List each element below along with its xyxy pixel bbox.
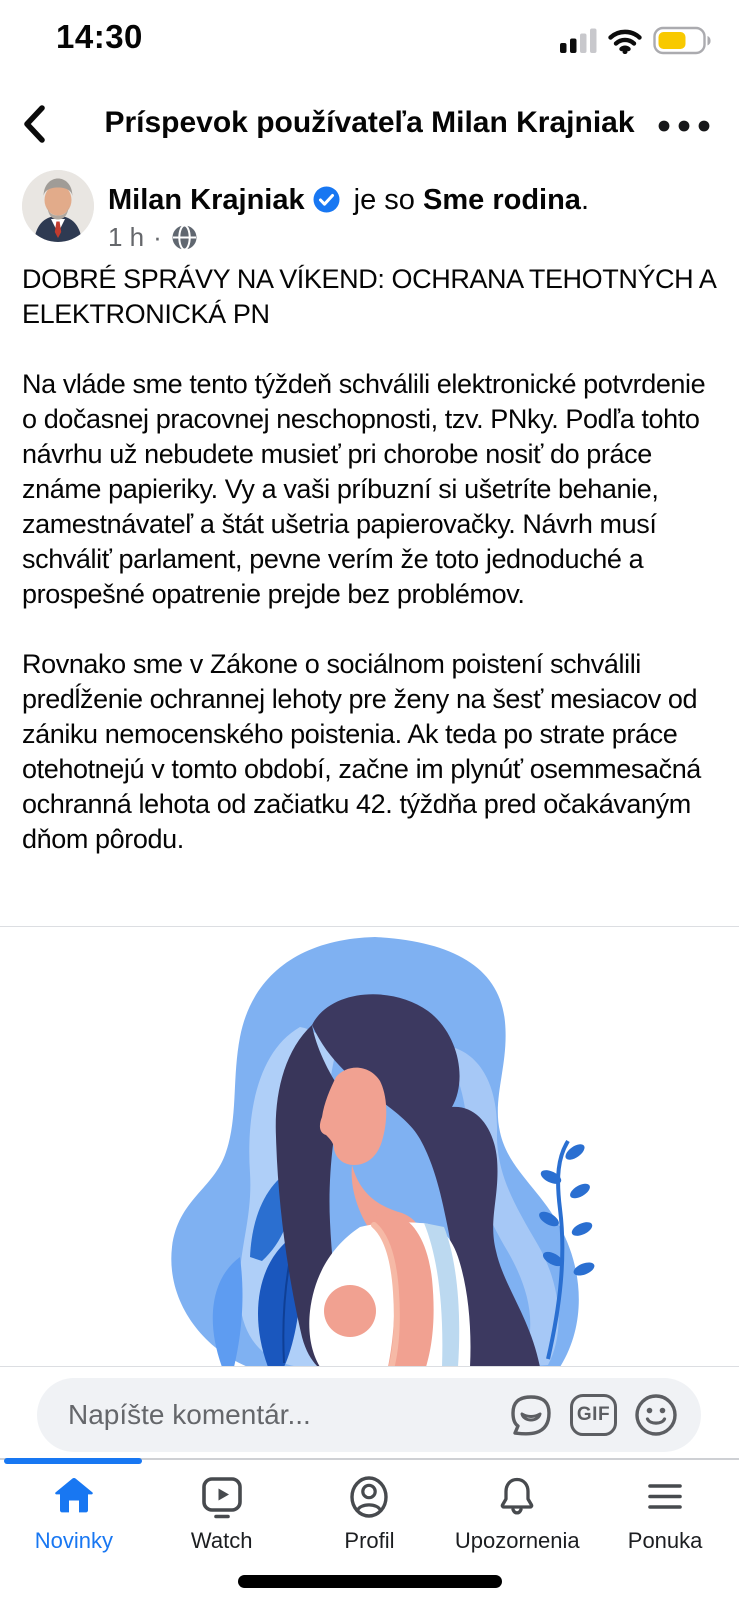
post-time: 1 h: [108, 222, 145, 252]
linked-page-name[interactable]: Sme rodina: [423, 184, 581, 216]
menu-icon: [640, 1473, 690, 1521]
globe-icon: [171, 224, 198, 251]
chevron-left-icon: [20, 104, 48, 144]
comment-actions: [507, 1391, 680, 1439]
active-tab-indicator: [4, 1458, 142, 1464]
more-options-button[interactable]: [657, 114, 711, 138]
post-paragraph: DOBRÉ SPRÁVY NA VÍKEND: OCHRANA TEHOTNÝCH A ELEKTRONICKÁ PN: [22, 264, 715, 329]
profile-photo: [22, 170, 94, 242]
pregnant-woman-illustration: [0, 927, 739, 1367]
post-paragraph: Rovnako sme v Zákone o sociálnom poistení schválili predĺženie ochrannej lehoty pre ženy na šesť mesiacov od zániku nemocenského poistenia. Ak teda po strate práce otehotnejú v tomto období, začne im plynúť osemmesačná ochranná lehota od začiatku 42. týždňa pred očakávaným dňom pôrodu.: [22, 649, 701, 854]
emoji-icon[interactable]: [632, 1391, 680, 1439]
avatar[interactable]: [22, 170, 94, 242]
clock: 14:30: [56, 18, 143, 55]
post-paragraph: Na vláde sme tento týždeň schválili elektronické potvrdenie o dočasnej pracovnej neschopnosti, tzv. PNky. Podľa tohto návrhu už nebudete musieť pri chorobe nosiť do práce známe papieriky. Vy a vaši príbuzní si ušetríte behanie, zamestnávateľ a štát ušetria papierovačky. Návrh musí schváliť parlament, pevne verím že toto jednoduché a prospešné opatrenie prejde bez problémov.: [22, 369, 706, 609]
verified-badge-icon: [313, 186, 340, 221]
post-image[interactable]: [0, 926, 739, 1367]
tab-label: Novinky: [34, 1528, 114, 1553]
comment-bar: [0, 1367, 739, 1458]
tab-label: Upozornenia: [454, 1528, 580, 1553]
byline-joiner: je so: [345, 184, 423, 216]
profile-icon: [344, 1473, 394, 1521]
home-icon: [49, 1473, 99, 1521]
tab-label: Profil: [344, 1528, 395, 1553]
wifi-icon: [608, 28, 642, 54]
back-button[interactable]: [20, 102, 54, 146]
post-byline: [108, 183, 589, 221]
comment-input[interactable]: [37, 1378, 701, 1452]
gif-icon[interactable]: [570, 1394, 617, 1436]
home-indicator[interactable]: [238, 1575, 502, 1588]
tab-label: Ponuka: [627, 1528, 703, 1553]
tab-news-feed[interactable]: [0, 1460, 148, 1600]
tab-menu[interactable]: [591, 1460, 739, 1600]
bell-icon: [492, 1473, 542, 1521]
post-meta: [108, 222, 198, 253]
author-name[interactable]: Milan Krajniak: [108, 184, 305, 216]
post-body: [22, 262, 723, 892]
comment-placeholder: Napíšte komentár...: [68, 1399, 311, 1430]
meta-separator: ·: [153, 222, 162, 252]
avatar-sticker-icon[interactable]: [507, 1391, 555, 1439]
battery-icon: [653, 26, 713, 55]
ellipsis-icon: [657, 119, 711, 133]
watch-icon: [197, 1473, 247, 1521]
status-icons: [560, 26, 713, 55]
cellular-signal-icon: [560, 28, 597, 54]
gif-label: GIF: [576, 1404, 611, 1425]
tab-label: Watch: [190, 1528, 253, 1553]
page-title: Príspevok používateľa Milan Krajniak: [104, 106, 635, 139]
status-bar: [0, 0, 739, 62]
byline-period: .: [580, 184, 589, 216]
navigation-header: [0, 94, 739, 156]
